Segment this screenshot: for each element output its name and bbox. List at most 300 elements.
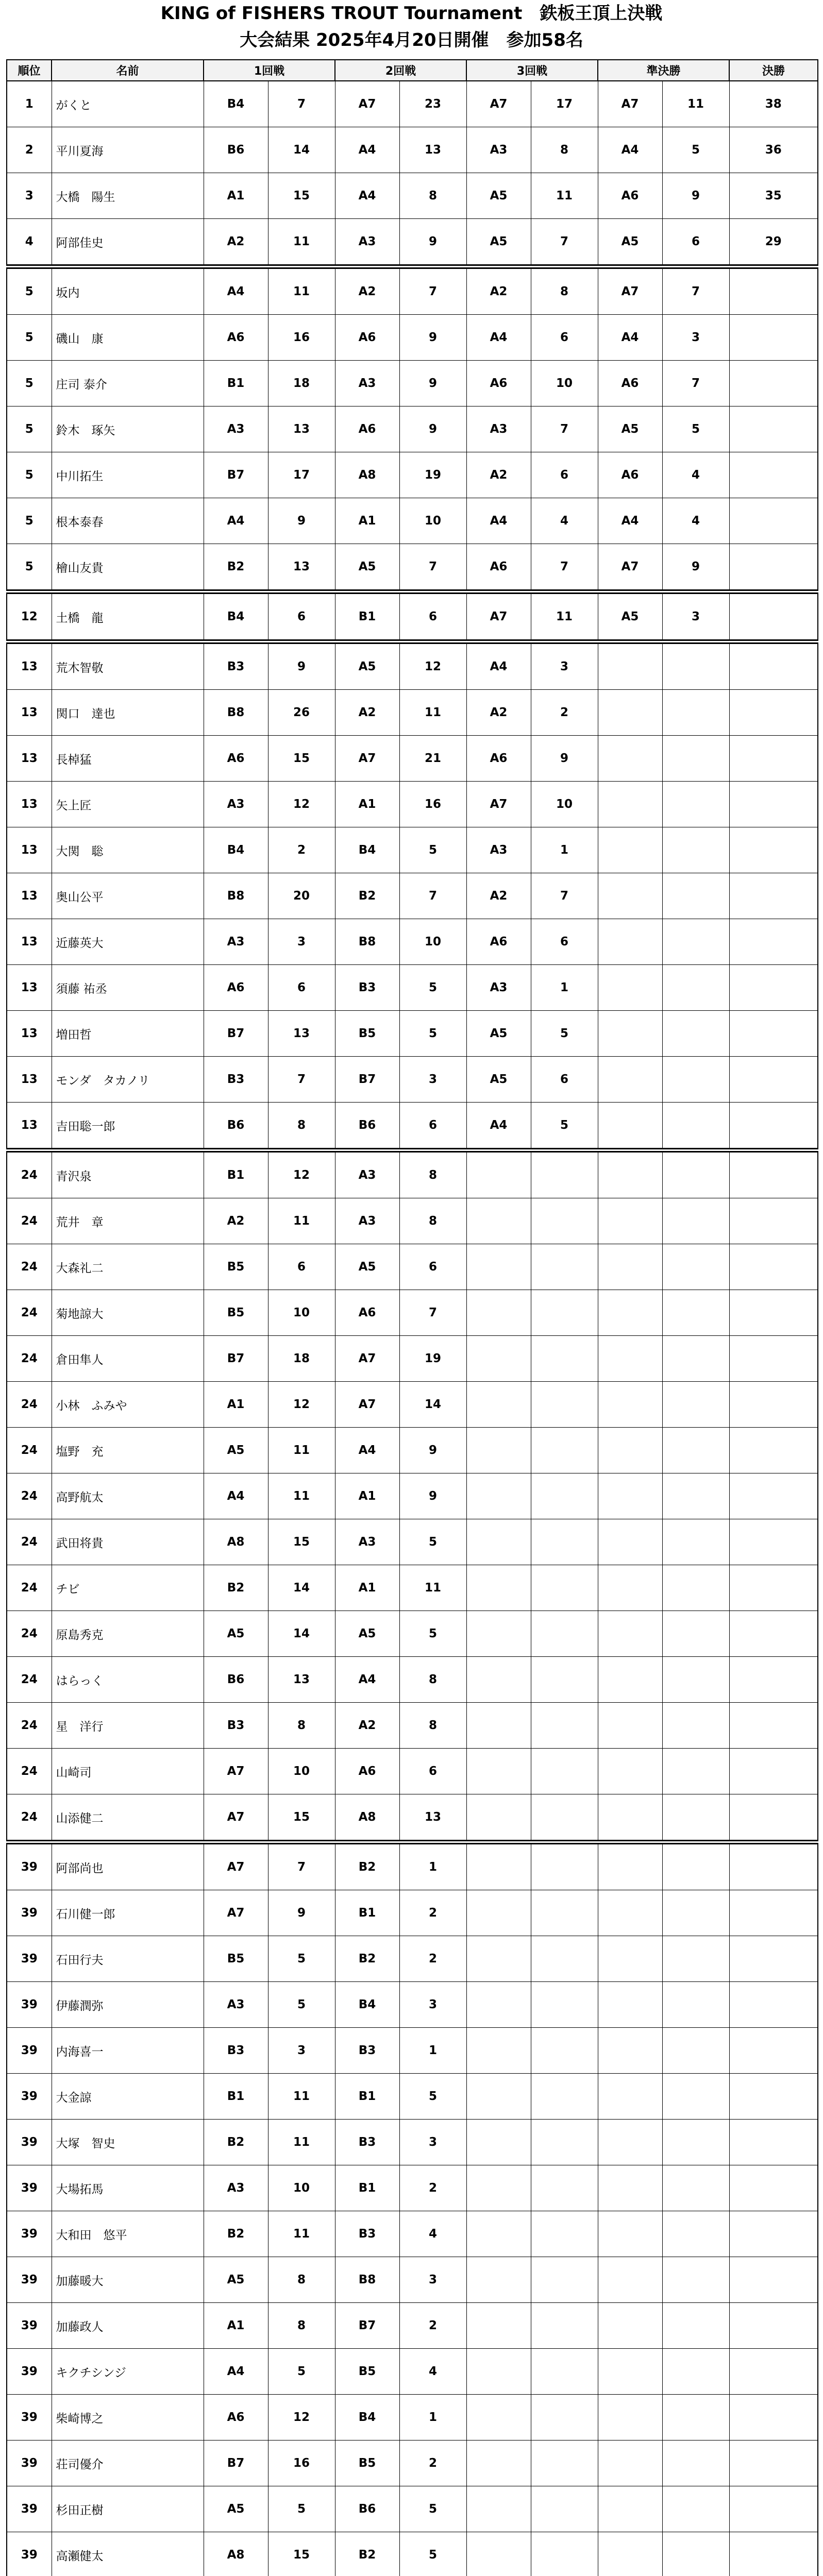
r1-score-cell: 10 [268,1290,335,1336]
rank-cell: 24 [7,1150,52,1198]
sf-score-cell [662,2074,729,2120]
final-score-cell [729,873,818,919]
table-row [7,498,818,544]
r2-block-cell: B1 [335,592,399,642]
r2-score-cell: 5 [399,1011,466,1057]
r3-score-cell [531,1703,598,1749]
r2-block-cell: B7 [335,1057,399,1103]
rank-header: 順位 [7,60,52,81]
r3-score-cell [531,2486,598,2532]
r1-block-cell: A8 [204,2532,268,2576]
r1-score-cell: 8 [268,2303,335,2349]
sf-block-cell [598,1519,662,1565]
r2-score-cell: 9 [399,219,466,267]
rank-cell: 39 [7,1982,52,2028]
r1-block-cell: A7 [204,1749,268,1794]
sf-block-cell [598,1011,662,1057]
rank-cell: 24 [7,1519,52,1565]
r2-score-cell: 7 [399,873,466,919]
r3-block-cell: A3 [466,965,531,1011]
r3-score-cell [531,2074,598,2120]
r1-block-cell: A4 [204,498,268,544]
sf-block-cell [598,1382,662,1428]
final-score-cell: 38 [729,81,818,127]
rank-cell: 13 [7,1103,52,1150]
name-cell: 大和田 悠平 [52,2211,204,2257]
r3-block-cell [466,2532,531,2576]
results-body [7,81,818,2576]
r1-score-cell: 11 [268,2211,335,2257]
rank-cell: 13 [7,1011,52,1057]
rank-cell: 5 [7,406,52,452]
table-row [7,2395,818,2441]
r2-score-cell: 13 [399,127,466,173]
r2-score-cell: 5 [399,1519,466,1565]
name-cell: 中川拓生 [52,452,204,498]
sf-block-cell [598,1936,662,1982]
sf-block-cell [598,2211,662,2257]
r3-block-cell [466,1150,531,1198]
name-cell: 大森礼二 [52,1244,204,1290]
r2-block-cell: B3 [335,2211,399,2257]
name-cell: キクチシンジ [52,2349,204,2395]
r2-block-cell: A7 [335,81,399,127]
final-score-cell [729,592,818,642]
table-row [7,2165,818,2211]
table-row [7,919,818,965]
r3-block-cell [466,1842,531,1890]
r1-block-cell: A5 [204,2486,268,2532]
r1-score-cell: 7 [268,1057,335,1103]
table-row [7,1794,818,1842]
r1-block-cell: A3 [204,406,268,452]
sf-score-cell: 5 [662,127,729,173]
r2-block-cell: A2 [335,1703,399,1749]
sf-score-cell [662,690,729,736]
rank-cell: 39 [7,2532,52,2576]
r3-score-cell [531,2532,598,2576]
r3-score-cell: 7 [531,219,598,267]
r2-score-cell: 5 [399,2074,466,2120]
sf-score-cell [662,1890,729,1936]
sf-score-cell [662,827,729,873]
r2-block-cell: B2 [335,873,399,919]
r2-block-cell: B5 [335,2441,399,2486]
name-cell: 増田哲 [52,1011,204,1057]
r2-block-cell: A7 [335,736,399,782]
sf-block-cell [598,1703,662,1749]
name-cell: 根本泰春 [52,498,204,544]
sf-block-cell [598,1336,662,1382]
sf-block-cell [598,1565,662,1611]
r2-block-cell: B4 [335,827,399,873]
final-score-cell [729,2532,818,2576]
sf-score-cell [662,2211,729,2257]
name-cell: 加藤暖大 [52,2257,204,2303]
r2-block-cell: B5 [335,1011,399,1057]
r2-block-cell: A3 [335,1150,399,1198]
r2-block-cell: A4 [335,1657,399,1703]
r1-block-cell: A3 [204,1982,268,2028]
r3-block-cell: A7 [466,81,531,127]
r2-score-cell: 8 [399,1703,466,1749]
r2-score-cell: 13 [399,1794,466,1842]
r2-score-cell: 16 [399,782,466,827]
sf-block-cell [598,1982,662,2028]
final-score-cell [729,1382,818,1428]
r3-score-cell: 8 [531,267,598,315]
final-score-cell [729,2349,818,2395]
r2-block-cell: B2 [335,1842,399,1890]
r2-block-cell: A5 [335,1611,399,1657]
r2-score-cell: 14 [399,1382,466,1428]
final-score-cell [729,1936,818,1982]
name-cell: はらっく [52,1657,204,1703]
r1-score-cell: 2 [268,827,335,873]
r1-score-cell: 15 [268,736,335,782]
rank-cell: 24 [7,1290,52,1336]
rank-cell: 39 [7,2165,52,2211]
rank-cell: 3 [7,173,52,219]
r2-score-cell: 7 [399,267,466,315]
final-score-cell [729,2395,818,2441]
r1-block-cell: B2 [204,1565,268,1611]
rank-cell: 24 [7,1749,52,1794]
r1-score-cell: 5 [268,1982,335,2028]
r2-block-cell: A5 [335,1244,399,1290]
sf-block-cell: A6 [598,452,662,498]
table-row [7,2441,818,2486]
table-row [7,1936,818,1982]
r2-block-cell: A3 [335,1519,399,1565]
sf-score-cell [662,1936,729,1982]
rank-cell: 5 [7,267,52,315]
rank-cell: 4 [7,219,52,267]
r2-score-cell: 11 [399,690,466,736]
table-row [7,2028,818,2074]
r3-block-cell [466,2028,531,2074]
semifinal-header: 準決勝 [598,60,729,81]
r1-block-cell: B5 [204,1244,268,1290]
final-score-cell [729,1290,818,1336]
r3-score-cell [531,1198,598,1244]
r2-score-cell: 8 [399,1198,466,1244]
table-row [7,1336,818,1382]
r3-score-cell: 11 [531,173,598,219]
table-row [7,1749,818,1794]
r1-score-cell: 14 [268,127,335,173]
r2-block-cell: A3 [335,361,399,406]
r1-score-cell: 11 [268,2120,335,2165]
table-row [7,1703,818,1749]
sf-score-cell: 9 [662,544,729,592]
r2-score-cell: 5 [399,2486,466,2532]
name-cell: 大関 聡 [52,827,204,873]
name-cell: 山崎司 [52,1749,204,1794]
sf-score-cell [662,1244,729,1290]
r3-score-cell: 6 [531,315,598,361]
sf-score-cell [662,782,729,827]
r2-block-cell: A2 [335,267,399,315]
final-score-cell [729,2486,818,2532]
r3-score-cell: 7 [531,544,598,592]
sf-score-cell [662,1749,729,1794]
sf-score-cell [662,1198,729,1244]
r3-block-cell [466,2303,531,2349]
sf-score-cell [662,1011,729,1057]
rank-cell: 39 [7,2028,52,2074]
final-score-cell [729,2028,818,2074]
r1-score-cell: 13 [268,406,335,452]
r1-score-cell: 9 [268,642,335,690]
sf-block-cell [598,2486,662,2532]
r3-score-cell: 2 [531,690,598,736]
r1-block-cell: B3 [204,2028,268,2074]
table-row [7,2120,818,2165]
r2-score-cell: 9 [399,361,466,406]
r1-score-cell: 12 [268,782,335,827]
r1-score-cell: 5 [268,2486,335,2532]
sf-block-cell: A7 [598,81,662,127]
r2-block-cell: A6 [335,1290,399,1336]
r3-score-cell [531,1473,598,1519]
r3-score-cell [531,2441,598,2486]
r3-score-cell [531,1657,598,1703]
rank-cell: 5 [7,498,52,544]
sf-score-cell [662,2120,729,2165]
name-cell: 加藤政人 [52,2303,204,2349]
rank-cell: 39 [7,2303,52,2349]
name-cell: 平川夏海 [52,127,204,173]
table-row [7,782,818,827]
sf-block-cell [598,642,662,690]
r2-score-cell: 8 [399,1657,466,1703]
table-row [7,544,818,592]
table-row [7,1657,818,1703]
r3-block-cell: A4 [466,1103,531,1150]
table-row [7,873,818,919]
sf-score-cell [662,1565,729,1611]
table-row [7,642,818,690]
r1-block-cell: B4 [204,81,268,127]
r3-block-cell [466,2486,531,2532]
round3-header: 3回戦 [466,60,598,81]
r3-score-cell: 6 [531,452,598,498]
name-cell: 大塚 智史 [52,2120,204,2165]
sf-score-cell: 3 [662,592,729,642]
r3-score-cell [531,1519,598,1565]
r3-score-cell [531,2257,598,2303]
final-score-cell: 35 [729,173,818,219]
table-row [7,1382,818,1428]
r3-block-cell: A4 [466,642,531,690]
r2-block-cell: B5 [335,2349,399,2395]
sf-block-cell [598,782,662,827]
r1-score-cell: 9 [268,1890,335,1936]
rank-cell: 24 [7,1473,52,1519]
sf-block-cell [598,1749,662,1794]
sf-score-cell: 9 [662,173,729,219]
name-cell: 阿部佳史 [52,219,204,267]
r3-score-cell [531,1150,598,1198]
table-row [7,1611,818,1657]
name-cell: 関口 達也 [52,690,204,736]
r2-score-cell: 5 [399,2532,466,2576]
table-row [7,1890,818,1936]
r1-score-cell: 6 [268,1244,335,1290]
final-score-cell: 29 [729,219,818,267]
rank-cell: 39 [7,1842,52,1890]
final-score-cell [729,965,818,1011]
r3-score-cell [531,1936,598,1982]
r1-block-cell: B7 [204,1336,268,1382]
sf-block-cell [598,1842,662,1890]
r3-block-cell: A2 [466,873,531,919]
r2-block-cell: B4 [335,1982,399,2028]
name-cell: 内海喜一 [52,2028,204,2074]
r2-block-cell: B8 [335,919,399,965]
name-cell: 塩野 充 [52,1428,204,1473]
sf-score-cell [662,1703,729,1749]
r2-block-cell: A5 [335,544,399,592]
rank-cell: 39 [7,2441,52,2486]
rank-cell: 39 [7,2211,52,2257]
r3-block-cell: A7 [466,782,531,827]
r1-block-cell: A3 [204,2165,268,2211]
r3-block-cell [466,1290,531,1336]
final-score-cell [729,690,818,736]
sf-block-cell: A7 [598,544,662,592]
r2-block-cell: A6 [335,1749,399,1794]
final-score-cell [729,1244,818,1290]
r3-score-cell [531,1611,598,1657]
r3-block-cell [466,1198,531,1244]
table-row [7,1842,818,1890]
sf-block-cell [598,2028,662,2074]
r3-score-cell: 11 [531,592,598,642]
sf-block-cell: A6 [598,361,662,406]
sf-score-cell [662,2486,729,2532]
r1-score-cell: 13 [268,1657,335,1703]
name-cell: 大金諒 [52,2074,204,2120]
r3-score-cell: 8 [531,127,598,173]
final-score-cell [729,1150,818,1198]
r3-block-cell: A6 [466,544,531,592]
results-subtitle: 大会結果 2025年4月20日開催 参加58名 [240,30,583,50]
rank-cell: 13 [7,642,52,690]
sf-block-cell: A4 [598,498,662,544]
r2-score-cell: 2 [399,1936,466,1982]
final-score-cell [729,1565,818,1611]
r3-score-cell [531,1982,598,2028]
r3-score-cell: 1 [531,827,598,873]
final-score-cell [729,782,818,827]
sf-block-cell: A4 [598,127,662,173]
r2-score-cell: 3 [399,1982,466,2028]
r2-score-cell: 7 [399,544,466,592]
r2-score-cell: 10 [399,498,466,544]
r1-block-cell: A4 [204,267,268,315]
final-score-cell [729,919,818,965]
r3-block-cell: A2 [466,452,531,498]
table-row [7,2211,818,2257]
r1-score-cell: 13 [268,544,335,592]
r3-score-cell [531,1565,598,1611]
r2-block-cell: A6 [335,406,399,452]
name-cell: 原島秀克 [52,1611,204,1657]
r1-block-cell: A1 [204,1382,268,1428]
name-cell: 近藤英大 [52,919,204,965]
r1-score-cell: 11 [268,1473,335,1519]
name-cell: 小林 ふみや [52,1382,204,1428]
final-score-cell [729,315,818,361]
r2-block-cell: B1 [335,2074,399,2120]
r1-block-cell: B7 [204,2441,268,2486]
table-row [7,2532,818,2576]
name-cell: 土橋 龍 [52,592,204,642]
final-score-cell [729,2257,818,2303]
rank-cell: 39 [7,1936,52,1982]
r2-score-cell: 9 [399,406,466,452]
rank-cell: 24 [7,1244,52,1290]
r1-score-cell: 13 [268,1011,335,1057]
name-cell: 高瀬健太 [52,2532,204,2576]
table-row [7,173,818,219]
r1-score-cell: 8 [268,2257,335,2303]
r1-block-cell: B2 [204,2211,268,2257]
r3-block-cell [466,1382,531,1428]
final-header: 決勝 [729,60,818,81]
name-cell: 大場拓馬 [52,2165,204,2211]
name-cell: 阿部尚也 [52,1842,204,1890]
r2-score-cell: 3 [399,1057,466,1103]
table-row [7,1565,818,1611]
r3-block-cell [466,1473,531,1519]
r1-block-cell: B4 [204,827,268,873]
sf-block-cell [598,1473,662,1519]
r3-block-cell [466,1611,531,1657]
table-row [7,219,818,267]
r1-block-cell: B4 [204,592,268,642]
r1-score-cell: 11 [268,267,335,315]
sf-score-cell [662,1290,729,1336]
sf-block-cell: A5 [598,592,662,642]
r2-block-cell: A8 [335,1794,399,1842]
r3-score-cell [531,1244,598,1290]
r3-block-cell [466,1565,531,1611]
r3-block-cell: A2 [466,690,531,736]
name-cell: 山添健二 [52,1794,204,1842]
final-score-cell [729,2441,818,2486]
r1-block-cell: B6 [204,1657,268,1703]
table-row [7,1011,818,1057]
name-cell: 鈴木 琢矢 [52,406,204,452]
final-score-cell [729,361,818,406]
sf-block-cell [598,1428,662,1473]
table-row [7,2303,818,2349]
r3-block-cell: A3 [466,406,531,452]
r1-score-cell: 14 [268,1565,335,1611]
sf-block-cell: A7 [598,267,662,315]
r1-score-cell: 6 [268,592,335,642]
table-row [7,827,818,873]
r3-block-cell: A3 [466,827,531,873]
r2-block-cell: A7 [335,1336,399,1382]
sf-block-cell [598,2441,662,2486]
r3-score-cell [531,2395,598,2441]
r1-score-cell: 12 [268,2395,335,2441]
sf-score-cell [662,965,729,1011]
